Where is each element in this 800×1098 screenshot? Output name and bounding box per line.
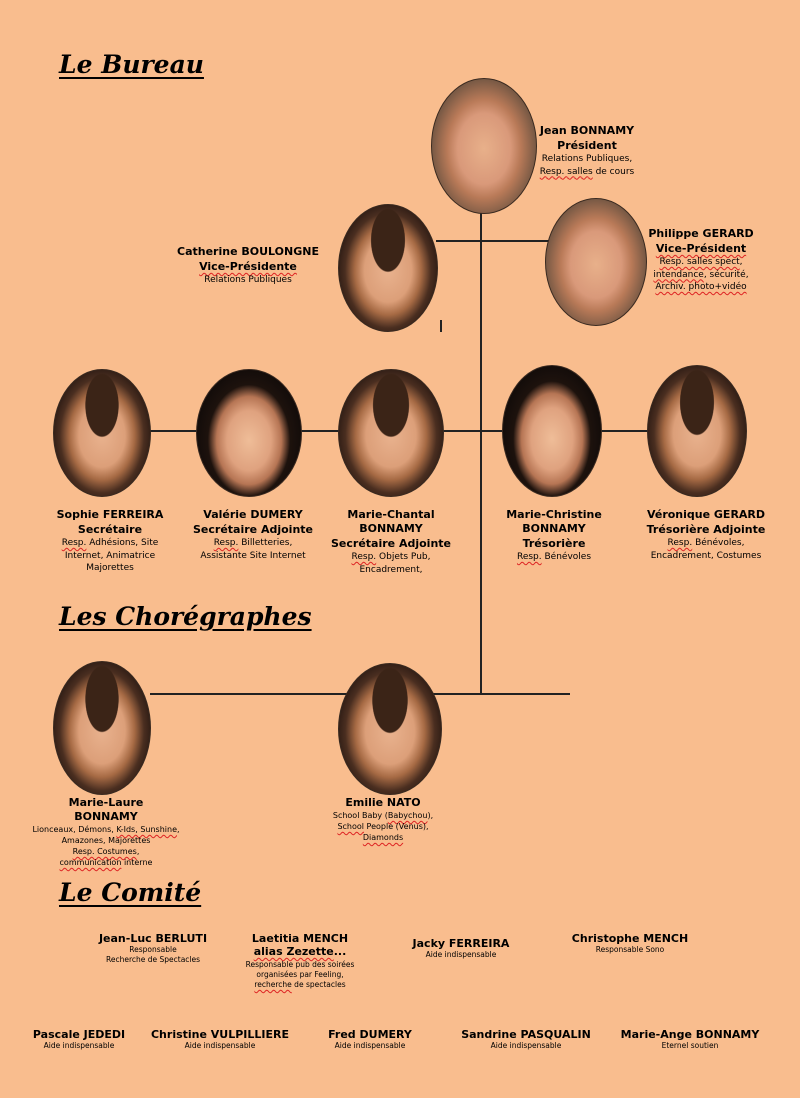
person-marie-christine-bonnamy	[484, 508, 624, 564]
person-name: BONNAMY	[359, 522, 423, 535]
photo-philippe-gerard	[545, 198, 647, 326]
comite-christine-vulpilliere	[148, 1028, 292, 1051]
person-role: Trésorière	[522, 537, 586, 550]
person-desc: Resp. Bénévoles,	[667, 538, 745, 548]
person-desc: Resp. Billetteries,	[213, 538, 293, 548]
photo-jean-bonnamy	[431, 78, 537, 214]
person-name: Valérie DUMERY	[203, 508, 303, 521]
person-catherine-boulongne	[177, 245, 319, 287]
person-desc: Amazones, Majorettes	[61, 836, 151, 845]
person-role: Trésorière Adjointe	[646, 523, 766, 536]
person-sophie-ferreira	[40, 508, 180, 575]
photo-marie-chantal-bonnamy	[338, 369, 444, 497]
photo-catherine-boulongne	[338, 204, 438, 332]
person-name: Sophie FERREIRA	[56, 508, 164, 521]
person-name: BONNAMY	[522, 522, 586, 535]
person-desc: Resp. salles spect,	[659, 257, 743, 267]
person-desc: intendance, sécurité,	[653, 269, 749, 280]
comite-sandrine-pasqualin	[456, 1028, 596, 1051]
person-jean-bonnamy	[529, 124, 645, 178]
comite-desc: Aide indispensable	[425, 950, 497, 959]
person-desc: Assistante Site Internet	[200, 550, 306, 561]
person-desc: School People (Venus),	[337, 822, 429, 831]
person-role: Vice-Présidente	[199, 260, 297, 273]
person-desc: Resp. salles de cours	[539, 166, 635, 177]
comite-fred-dumery	[316, 1028, 424, 1051]
person-role: Secrétaire Adjointe	[193, 523, 313, 536]
photo-valerie-dumery	[196, 369, 302, 497]
comite-pascale-jededi	[20, 1028, 138, 1051]
section-title-comite: Le Comité	[59, 878, 202, 907]
person-name: Marie-Chantal	[347, 508, 435, 521]
comite-name: Christine VULPILLIERE	[150, 1028, 289, 1041]
comite-laetitia-mench	[236, 932, 364, 990]
comite-desc: Aide indispensable	[490, 1041, 562, 1050]
person-desc: Encadrement, Costumes	[650, 550, 762, 561]
person-name: Philippe GERARD	[648, 227, 754, 240]
person-desc: Relations Publiques,	[541, 154, 633, 164]
comite-marie-ange-bonnamy	[616, 1028, 764, 1051]
person-desc: Resp. Bénévoles	[516, 552, 592, 562]
comite-desc: Aide indispensable	[43, 1041, 115, 1050]
photo-marie-laure-bonnamy	[53, 661, 151, 795]
person-desc: Internet, Animatrice	[64, 550, 156, 561]
comite-name: alias Zezette...	[253, 945, 347, 958]
comite-name: Marie-Ange BONNAMY	[620, 1028, 760, 1041]
comite-name: Jacky FERREIRA	[412, 937, 510, 950]
comite-name: Jean-Luc BERLUTI	[98, 932, 208, 945]
comite-christophe-mench	[562, 932, 698, 955]
comite-jean-luc-berluti	[88, 932, 218, 965]
trunk-line	[480, 210, 482, 694]
person-desc: communication interne	[59, 858, 153, 867]
person-veronique-gerard	[638, 508, 774, 562]
person-desc: Majorettes	[86, 563, 134, 573]
comite-name: Fred DUMERY	[328, 1028, 412, 1041]
comite-desc: Responsable Sono	[595, 945, 665, 954]
person-desc: Resp. Adhésions, Site	[61, 538, 159, 548]
section-title-choregraphes: Les Chorégraphes	[59, 602, 312, 631]
comite-jacky-ferreira	[396, 937, 526, 960]
person-name: Catherine BOULONGNE	[177, 245, 319, 258]
person-name: Emilie NATO	[345, 796, 421, 809]
person-desc: Lionceaux, Démons, K-Ids, Sunshine,	[32, 825, 180, 834]
photo-veronique-gerard	[647, 365, 747, 497]
person-name: Marie-Laure	[68, 796, 144, 809]
person-desc: Diamonds	[362, 833, 404, 842]
comite-desc: Recherche de Spectacles	[105, 955, 201, 964]
comite-name: Sandrine PASQUALIN	[461, 1028, 591, 1041]
person-valerie-dumery	[183, 508, 323, 562]
photo-emilie-nato	[338, 663, 442, 795]
person-desc: Relations Publiques	[204, 275, 292, 285]
person-role: Secrétaire Adjointe	[331, 537, 451, 550]
person-desc: School Baby (Babychou),	[332, 811, 434, 820]
person-name: Jean BONNAMY	[539, 124, 635, 137]
comite-desc: Responsable	[129, 945, 177, 954]
person-name: BONNAMY	[74, 810, 138, 823]
comite-desc: Aide indispensable	[334, 1041, 406, 1050]
comite-name: Christophe MENCH	[571, 932, 689, 945]
comite-desc: Eternel soutien	[661, 1041, 719, 1050]
person-philippe-gerard	[644, 227, 758, 294]
comite-name: Laetitia MENCH	[251, 932, 349, 945]
person-role: Vice-Président	[655, 242, 747, 255]
comite-desc: Responsable pub des soirées	[245, 960, 355, 969]
section-title-bureau: Le Bureau	[59, 50, 204, 79]
person-desc: Resp. Objets Pub,	[351, 552, 431, 562]
person-name: Marie-Christine	[506, 508, 602, 521]
person-role: Président	[557, 139, 617, 152]
person-emilie-nato	[318, 796, 448, 843]
vp-connector-line	[436, 240, 550, 242]
person-desc: Resp. Costumes,	[72, 847, 140, 856]
person-role: Secrétaire	[77, 523, 143, 536]
person-desc: Encadrement,	[359, 564, 423, 575]
comite-desc: recherche de spectacles	[254, 980, 346, 989]
photo-sophie-ferreira	[53, 369, 151, 497]
small-tick	[440, 320, 442, 332]
photo-marie-christine-bonnamy	[502, 365, 602, 497]
person-marie-laure-bonnamy	[30, 796, 182, 868]
comite-name: Pascale JEDEDI	[32, 1028, 126, 1041]
comite-desc: Aide indispensable	[184, 1041, 256, 1050]
comite-desc: organisées par Feeling,	[256, 970, 344, 979]
person-desc: Archiv. photo+vidéo	[655, 282, 747, 292]
person-marie-chantal-bonnamy	[321, 508, 461, 576]
person-name: Véronique GERARD	[646, 508, 766, 521]
